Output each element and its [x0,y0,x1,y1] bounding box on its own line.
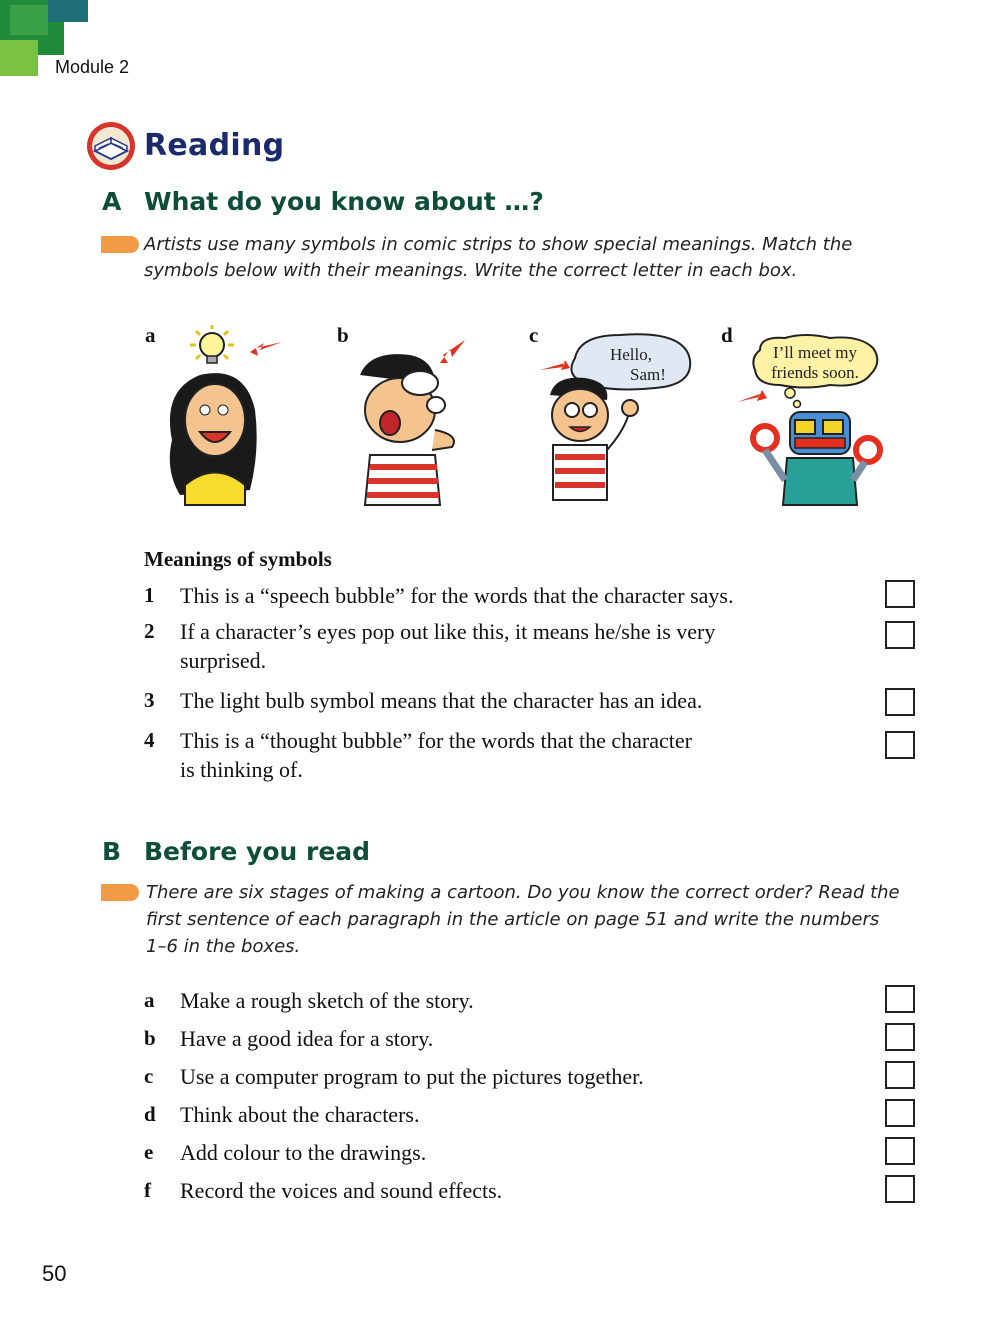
meaning-number: 2 [144,619,155,643]
corner-tile-teal [48,0,88,22]
red-arrow-icon [540,360,570,370]
cartoon-boy-surprised [340,335,470,510]
meaning-number: 1 [144,583,155,607]
stage-text: Add colour to the drawings. [180,1140,427,1165]
thought-bubble-line-1: I’ll meet my [772,343,858,362]
corner-tile-mid [10,5,48,35]
answer-box-3[interactable] [885,688,915,716]
part-b-instruction-line-3: 1–6 in the boxes. [146,936,301,957]
meaning-text: This is a “speech bubble” for the words that the character says. [180,583,734,608]
meaning-text-continued: surprised. [180,648,267,673]
picture-label-a: a [145,323,156,347]
meaning-number: 3 [144,688,155,712]
part-b-instruction-line-1: There are six stages of making a cartoon. Do you know the correct order? Read the [146,882,900,903]
meaning-number: 4 [144,728,155,752]
part-a-instruction-line-1: Artists use many symbols in comic strips to show special meanings. Match the [144,234,853,255]
answer-box-f[interactable] [885,1175,915,1203]
part-b-letter: B [102,837,122,866]
meaning-text-continued: is thinking of. [180,757,303,782]
speech-bubble-line-1: Hello, [609,345,653,364]
section-title: Reading [144,128,285,163]
picture-label-b: b [337,323,349,347]
stage-letter: f [144,1178,151,1202]
instruction-tab-b [101,884,139,901]
answer-box-2[interactable] [885,621,915,649]
stage-letter: c [144,1064,154,1088]
part-a-title: What do you know about …? [144,187,544,216]
cartoon-girl-lightbulb [160,320,290,510]
meaning-text: The light bulb symbol means that the character has an idea. [180,688,703,713]
lightbulb-icon [190,325,234,363]
module-label: Module 2 [55,57,130,77]
stage-text: Use a computer program to put the pictures together. [180,1064,644,1089]
book-icon [86,121,136,171]
part-b-title: Before you read [144,837,371,866]
corner-tile-light [0,40,38,76]
thought-bubble-line-2: friends soon. [771,363,859,382]
stage-text: Make a rough sketch of the story. [180,988,474,1013]
meaning-text: If a character’s eyes pop out like this, it means he/she is very [180,619,716,644]
instruction-tab-a [101,236,139,253]
part-b-instruction-line-2: first sentence of each paragraph in the article on page 51 and write the numbers [146,909,880,930]
cartoon-robot-thought-bubble [735,330,885,510]
cartoon-boy-speech-bubble [535,330,705,510]
answer-box-1[interactable] [885,580,915,608]
answer-box-d[interactable] [885,1099,915,1127]
meaning-text: This is a “thought bubble” for the words that the character [180,728,692,753]
red-arrow-icon [737,390,767,402]
stage-text: Think about the characters. [180,1102,420,1127]
answer-box-e[interactable] [885,1137,915,1165]
answer-box-c[interactable] [885,1061,915,1089]
picture-label-d: d [721,323,733,347]
answer-box-b[interactable] [885,1023,915,1051]
answer-box-a[interactable] [885,985,915,1013]
answer-box-4[interactable] [885,731,915,759]
speech-bubble-line-2: Sam! [630,365,666,384]
page-number: 50 [42,1261,67,1286]
stage-letter: a [144,988,155,1012]
stage-text: Record the voices and sound effects. [180,1178,503,1203]
meanings-heading: Meanings of symbols [144,547,332,571]
stage-text: Have a good idea for a story. [180,1026,434,1051]
stage-letter: b [144,1026,156,1050]
picture-label-c: c [529,323,539,347]
stage-letter: e [144,1140,154,1164]
red-arrow-icon [440,340,465,363]
red-arrow-icon [250,342,282,356]
stage-letter: d [144,1102,156,1126]
part-a-instruction-line-2: symbols below with their meanings. Write the correct letter in each box. [144,260,798,281]
part-a-letter: A [102,187,122,216]
